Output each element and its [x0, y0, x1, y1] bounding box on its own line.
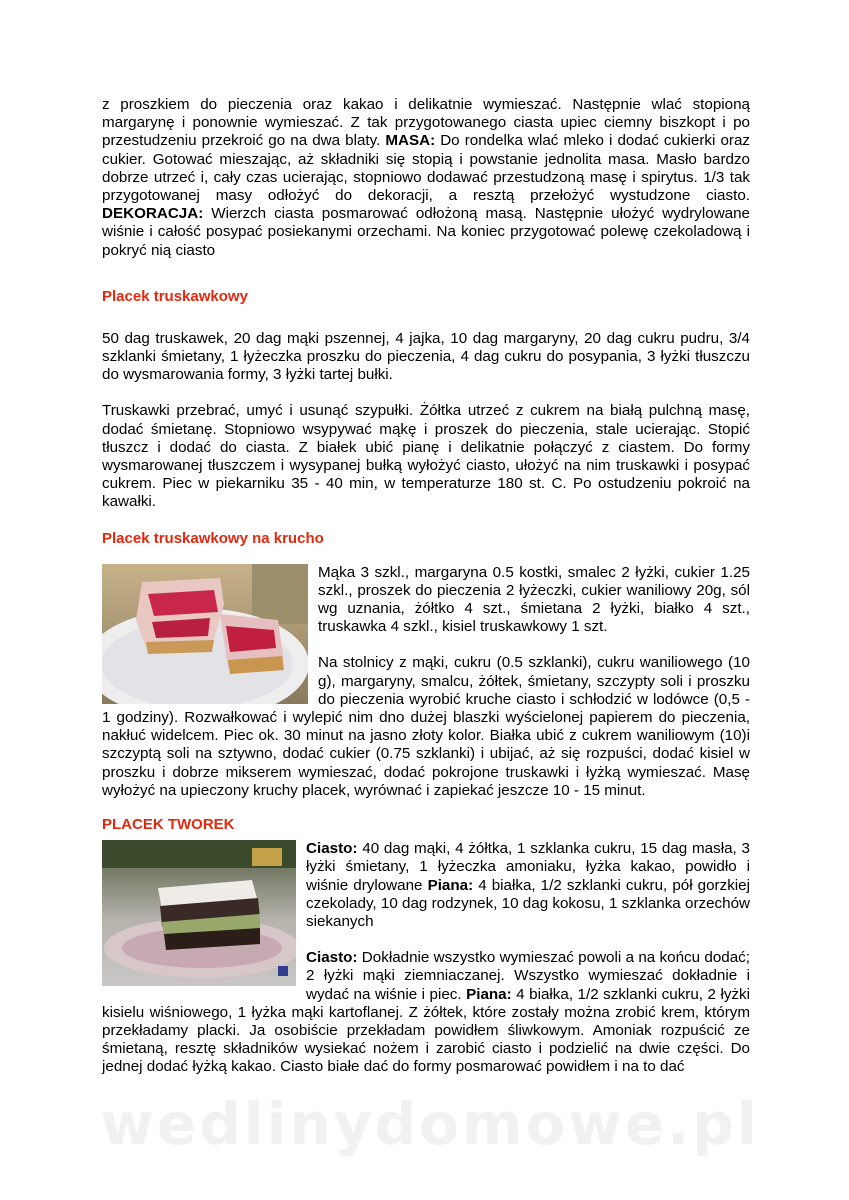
strawberry-cake-photo [102, 564, 308, 704]
recipe2-method: Na stolnicy z mąki, cukru (0.5 szklanki), cukru waniliowego (10 g), margaryny, smalcu, żółtek, śmietany, szczypty soli i proszku do pieczenia wyrobić kruche ciasto i schłodzić w lodówce (0,5 - 1 godziny). Rozwałkować i wylepić nim dno dużej blaszki wyścielonej papierem do pieczenia, nakłuć widelcem. Piec ok. 30 minut na jasno złoty kolor. Białka ubić z cukrem waniliowym (10)i szczyptą soli na sztywno, dodać cukier (0.75 szklanki) i ubijać, aż się rozpuści, dodać kisiel w proszku i dobrze mikserem wymieszać, dodać pokrojone truskawki i łyżką wymieszać. Masę wyłożyć na upieczony kruchy placek, wyrównać i zapiekać jeszcze 10 - 15 minut. [102, 654, 750, 799]
recipe3-ingredients: Ciasto: 40 dag mąki, 4 żółtka, 1 szklanka cukru, 15 dag masła, 3 łyżki śmietany, 1 łyżeczka amoniaku, łyżka kakao, powidło i wiśnie drylowane Piana: 4 białka, 1/2 szklanki cukru, pół gorzkiej czekolady, 10 dag rodzynek, 10 dag kokosu, 1 szklanka orzechów siekanych [306, 840, 750, 930]
dekoracja-label: DEKORACJA: [102, 205, 204, 223]
recipe1-method: Truskawki przebrać, umyć i usunąć szypułki. Żółtka utrzeć z cukrem na białą pulchną masę, dodać śmietanę. Stopniowo wsypywać mąkę i proszek do pieczenia, stale ucierając. Stopić tłuszcz i dodać do ciasta. Z białek ubić pianę i delikatnie połączyć z ciastem. Do formy wysmarowanej tłuszczem i wysypanej bułką wyłożyć ciasto, ułożyć na nim truskawki i posypać cukrem. Piec w piekarniku 35 - 40 min, w temperaturze 180 st. C. Po ostudzeniu pokroić na kawałki. [102, 402, 750, 511]
recipe-title-placek-truskawkowy: Placek truskawkowy [102, 287, 248, 305]
recipe2-body [102, 564, 750, 800]
strawberry-cake-image [102, 564, 308, 704]
masa-label: MASA: [385, 132, 436, 150]
recipe3-method: Ciasto: Dokładnie wszystko wymieszać powoli a na końcu dodać; 2 łyżki mąki ziemniaczanej. Wszystko wymieszać dokładnie i wydać na wiśnie i piec. Piana: 4 białka, 1/2 szklanki cukru, 2 łyżki kisielu wiśniowego, 1 łyżka mąki kartoflanej. Z żółtek, które zostały można zrobić krem, którym przekładamy placki. Ja osobiście przekładam powidłem śliwkowym. Amoniak rozpuścić ze śmietaną, resztę składników wysiekać nożem i zarobić ciasto i podzielić na dwie części. Do jednej dodać łyżką kakao. Ciasto białe dać do formy posmarować powidłem i na to dać [102, 949, 750, 1076]
watermark: wedlinydomowe.pl [100, 1090, 760, 1158]
ciasto-label-2: Ciasto: [306, 949, 358, 967]
piana-label-2: Piana: [466, 985, 512, 1003]
recipe2-ingredients: Mąka 3 szkl., margaryna 0.5 kostki, smalec 2 łyżki, cukier 1.25 szkl., proszek do pieczenia 2 łyżeczki, cukier waniliowy 20g, sól wg uznania, żółtko 4 szt., śmietana 2 łyżki, białko 4 szt., truskawka 4 szkl., kisiel truskawkowy 1 szt. [318, 563, 750, 636]
recipe-title-placek-tworek: PLACEK TWOREK [102, 816, 235, 834]
recipe-title-placek-na-krucho: Placek truskawkowy na krucho [102, 529, 324, 547]
piana-label: Piana: [427, 876, 474, 894]
recipe3-body [102, 840, 750, 1076]
document-page [102, 96, 750, 1077]
tworek-cake-image [102, 840, 296, 986]
intro-paragraph: z proszkiem do pieczenia oraz kakao i delikatnie wymieszać. Następnie wlać stopioną margarynę i ponownie wymieszać. Z tak przygotowanego ciasta upiec ciemny biszkopt i po przestudzeniu przekroić go na dwa blaty. MASA: Do rondelka wlać mleko i dodać cukierki oraz cukier. Gotować mieszając, aż składniki się stopią i powstanie jednolita masa. Masło bardzo dobrze utrzeć i, cały czas ucierając, stopniowo dodawać przestudzoną masę i spirytus. 1/3 tak przygotowanej masy odłożyć do dekoracji, a resztą przełożyć wystudzone ciasto. DEKORACJA: Wierzch ciasta posmarować odłożoną masą. Następnie ułożyć wydrylowane wiśnie i całość posypać posiekanymi orzechami. Na koniec przygotować polewę czekoladową i pokryć nią ciasto [102, 96, 751, 259]
ciasto-label: Ciasto: [306, 840, 358, 858]
tworek-cake-photo [102, 840, 296, 986]
recipe1-ingredients: 50 dag truskawek, 20 dag mąki pszennej, 4 jajka, 10 dag margaryny, 20 dag cukru pudru, 3/4 szklanki śmietany, 1 łyżeczka proszku do pieczenia, 4 dag cukru do posypania, 3 łyżki tłuszczu do wysmarowania formy, 3 łyżki tartej bułki. [102, 329, 750, 384]
